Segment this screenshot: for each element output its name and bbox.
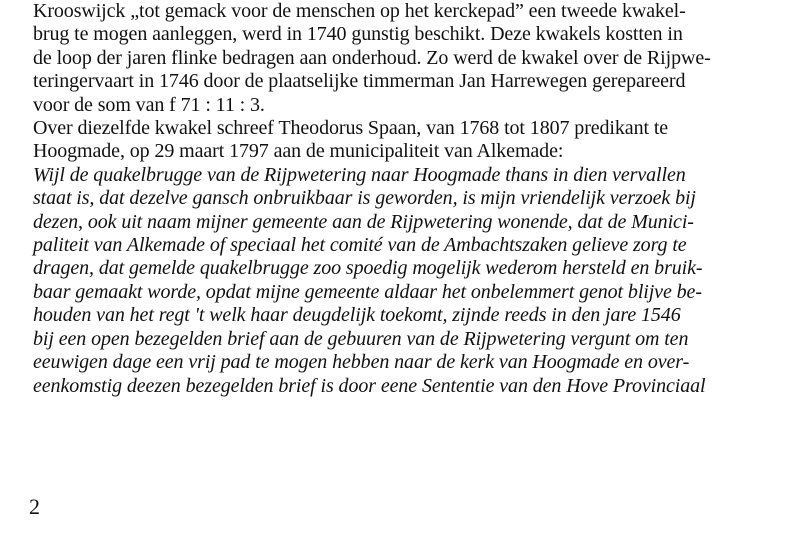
quote-line: houden van het regt 't welk haar deugdelijk toekomt, zijnde reeds in den jare 1546 [33,304,681,327]
text-line: Krooswijck „tot gemack voor de menschen op het kerckepad” een tweede kwakel- [33,0,686,22]
quote-line: eenkomstig deezen bezegelden brief is door eene Sententie van den Hove Provinciaal [33,374,706,397]
quote-line: eeuwigen dage een vrij pad te mogen hebben naar de kerk van Hoogmade en over- [33,351,690,374]
text-line: de loop der jaren flinke bedragen aan onderhoud. Zo werd de kwakel over de Rijpwe- [33,46,711,69]
text-line: voor de som van f 71 : 11 : 3. [33,93,265,116]
quote-line: paliteit van Alkemade of speciaal het comité van de Ambachtszaken gelieve zorg te [33,234,687,257]
quote-line: bij een open bezegelden brief aan de gebuuren van de Rijpwetering vergunt om ten [33,327,689,350]
body-text [33,0,778,398]
text-line: teringervaart in 1746 door de plaatselijke timmerman Jan Harrewegen gerepareerd [33,70,686,93]
quote-line: Wijl de quakelbrugge van de Rijpwetering naar Hoogmade thans in dien vervallen [33,163,686,186]
page-number: 2 [29,494,40,519]
text-line: Hoogmade, op 29 maart 1797 aan de municipaliteit van Alkemade: [33,140,564,163]
text-line: Over diezelfde kwakel schreef Theodorus Spaan, van 1768 tot 1807 predikant te [33,117,669,140]
quote-line: staat is, dat dezelve gansch onbruikbaar is geworden, is mijn vriendelijk verzoek bij [33,187,696,210]
quote-line: dezen, ook uit naam mijner gemeente aan de Rijpwetering wonende, dat de Munici- [33,210,694,233]
quote-line: dragen, dat gemelde quakelbrugge zoo spoedig mogelijk wederom hersteld en bruik- [33,257,703,280]
text-line: brug te mogen aanleggen, werd in 1740 gunstig beschikt. Deze kwakels kostten in [33,23,683,46]
quote-line: baar gemaakt worde, opdat mijne gemeente aldaar het onbelemmert genot blijve be- [33,280,702,303]
